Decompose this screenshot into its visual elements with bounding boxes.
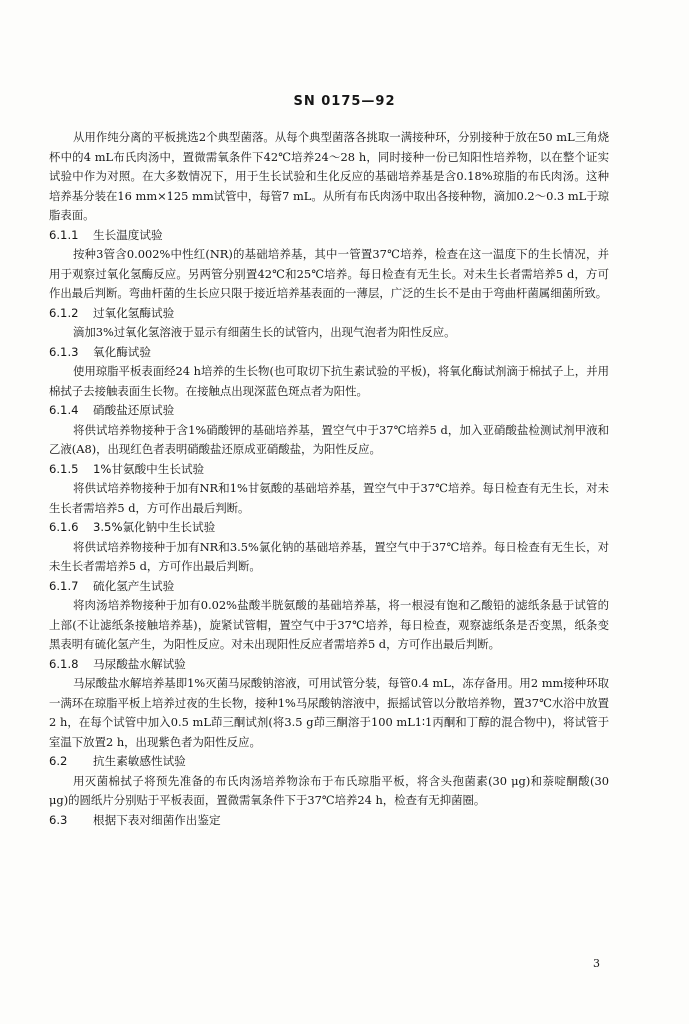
section-number: 6.3 [49,812,68,827]
section-heading-6-1-1 [49,226,609,246]
section-title: 根据下表对细菌作出鉴定 [93,812,221,827]
standard-code-header: SN 0175—92 [293,94,396,109]
page-number: 3 [593,957,600,970]
section-number: 6.1.2 [49,305,79,320]
section-number: 6.1.8 [49,656,79,671]
section-title: 硫化氢产生试验 [93,578,175,593]
section-title: 马尿酸盐水解试验 [93,656,186,671]
section-heading-6-3 [49,811,609,831]
document-body [49,128,609,830]
section-number: 6.1.4 [49,403,79,417]
section-number: 6.2 [49,754,68,768]
section-paragraph-6-1-8: 马尿酸盐水解培养基即1%灭菌马尿酸钠溶液，可用试管分装，每管0.4 mL，冻存备用。用2 mm接种环取一满环在琼脂平板上培养过夜的生长物，接种1%马尿酸钠溶液中，振摇试管以分散培养物，置37℃水浴中放置2 h，在每个试管中加入0.5 mL茚三酮试剂(将3.5 g茚三酮溶于100 mL1∶1丙酮和丁醇的混合物中)，将试管于室温下放置2 h，出现紫色者为阳性反应。 [49,676,609,749]
section-title: 硝酸盐还原试验 [93,403,175,417]
section-title: 抗生素敏感性试验 [93,754,186,768]
section-heading-6-1-4 [49,401,609,421]
section-paragraph-6-2: 用灭菌棉拭子将预先准备的布氏肉汤培养物涂布于布氏琼脂平板，将含头孢菌素(30 μg)和萘啶酮酸(30 μg)的圆纸片分别贴于平板表面，置微需氧条件下于37℃培养24 h，检查有无抑菌圈。 [49,773,609,807]
section-number: 6.1.3 [49,344,79,359]
section-title: 氧化酶试验 [93,344,151,359]
section-number: 6.1.5 [49,461,79,476]
section-paragraph-6-1-2: 滴加3%过氧化氢溶液于显示有细菌生长的试管内，出现气泡者为阳性反应。 [72,325,456,339]
section-number: 6.1.6 [49,520,79,534]
section-number: 6.1.7 [49,578,79,593]
section-number: 6.1.1 [49,227,79,242]
section-heading-6-1-6 [49,518,609,538]
section-title: 过氧化氢酶试验 [93,305,175,320]
intro-paragraph: 从用作纯分离的平板挑选2个典型菌落。从每个典型菌落各挑取一满接种环，分别接种于放在50 mL三角烧杯中的4 mL布氏肉汤中，置微需氧条件下42℃培养24～28 h，同时接种一份已知阳性培养物，以在整个证实试验中作为对照。在大多数情况下，用于生长试验和生化反应的基础培养基是含0.18%琼脂的布氏肉汤。这种培养基分装在16 mm×125 mm试管中，每管7 mL。从所有布氏肉汤中取出各接种物，滴加0.2～0.3 mL于琼脂表面。 [49,130,609,222]
section-paragraph-6-1-3: 使用琼脂平板表面经24 h培养的生长物(也可取切下抗生素试验的平板)，将氧化酶试剂滴于棉拭子上，并用棉拭子去接触表面生长物。在接触点出现深蓝色斑点者为阳性。 [49,364,609,398]
section-heading-6-1-8 [49,655,609,675]
section-title: 1%甘氨酸中生长试验 [93,461,205,476]
section-paragraph-6-1-1: 按种3管含0.002%中性红(NR)的基础培养基，其中一管置37℃培养，检查在这一温度下的生长情况，并用于观察过氧化氢酶反应。另两管分别置42℃和25℃培养。每日检查有无生长。对未生长者需培养5 d，方可作出最后判断。弯曲杆菌的生长应只限于接近培养基表面的一薄层，广泛的生长不是由于弯曲杆菌属细菌所致。 [49,247,609,300]
section-paragraph-6-1-5: 将供试培养物接种于加有NR和1%甘氨酸的基础培养基，置空气中于37℃培养。每日检查有无生长，对未生长者需培养5 d，方可作出最后判断。 [49,481,609,515]
section-heading-6-1-3 [49,343,609,363]
section-heading-6-1-2 [49,304,609,324]
section-heading-6-1-7 [49,577,609,597]
section-paragraph-6-1-4: 将供试培养物接种于含1%硝酸钾的基础培养基，置空气中于37℃培养5 d，加入亚硝酸盐检测试剂甲液和乙液(A8)，出现红色者表明硝酸盐还原成亚硝酸盐，为阳性反应。 [49,422,609,456]
section-title: 3.5%氯化钠中生长试验 [93,520,216,534]
section-title: 生长温度试验 [93,227,163,242]
section-heading-6-2 [49,752,609,772]
section-paragraph-6-1-7: 将肉汤培养物接种于加有0.02%盐酸半胱氨酸的基础培养基，将一根浸有饱和乙酸铅的滤纸条悬于试管的上部(不让滤纸条接触培养基)，旋紧试管帽，置空气中于37℃培养，每日检查，观察滤纸条是否变黑，纸条变黑表明有硫化氢产生，为阳性反应。对未出现阳性反应者需培养5 d，方可作出最后判断。 [49,598,609,651]
section-heading-6-1-5 [49,460,609,480]
section-paragraph-6-1-6: 将供试培养物接种于加有NR和3.5%氯化钠的基础培养基，置空气中于37℃培养。每日检查有无生长，对未生长者需培养5 d，方可作出最后判断。 [49,539,609,573]
